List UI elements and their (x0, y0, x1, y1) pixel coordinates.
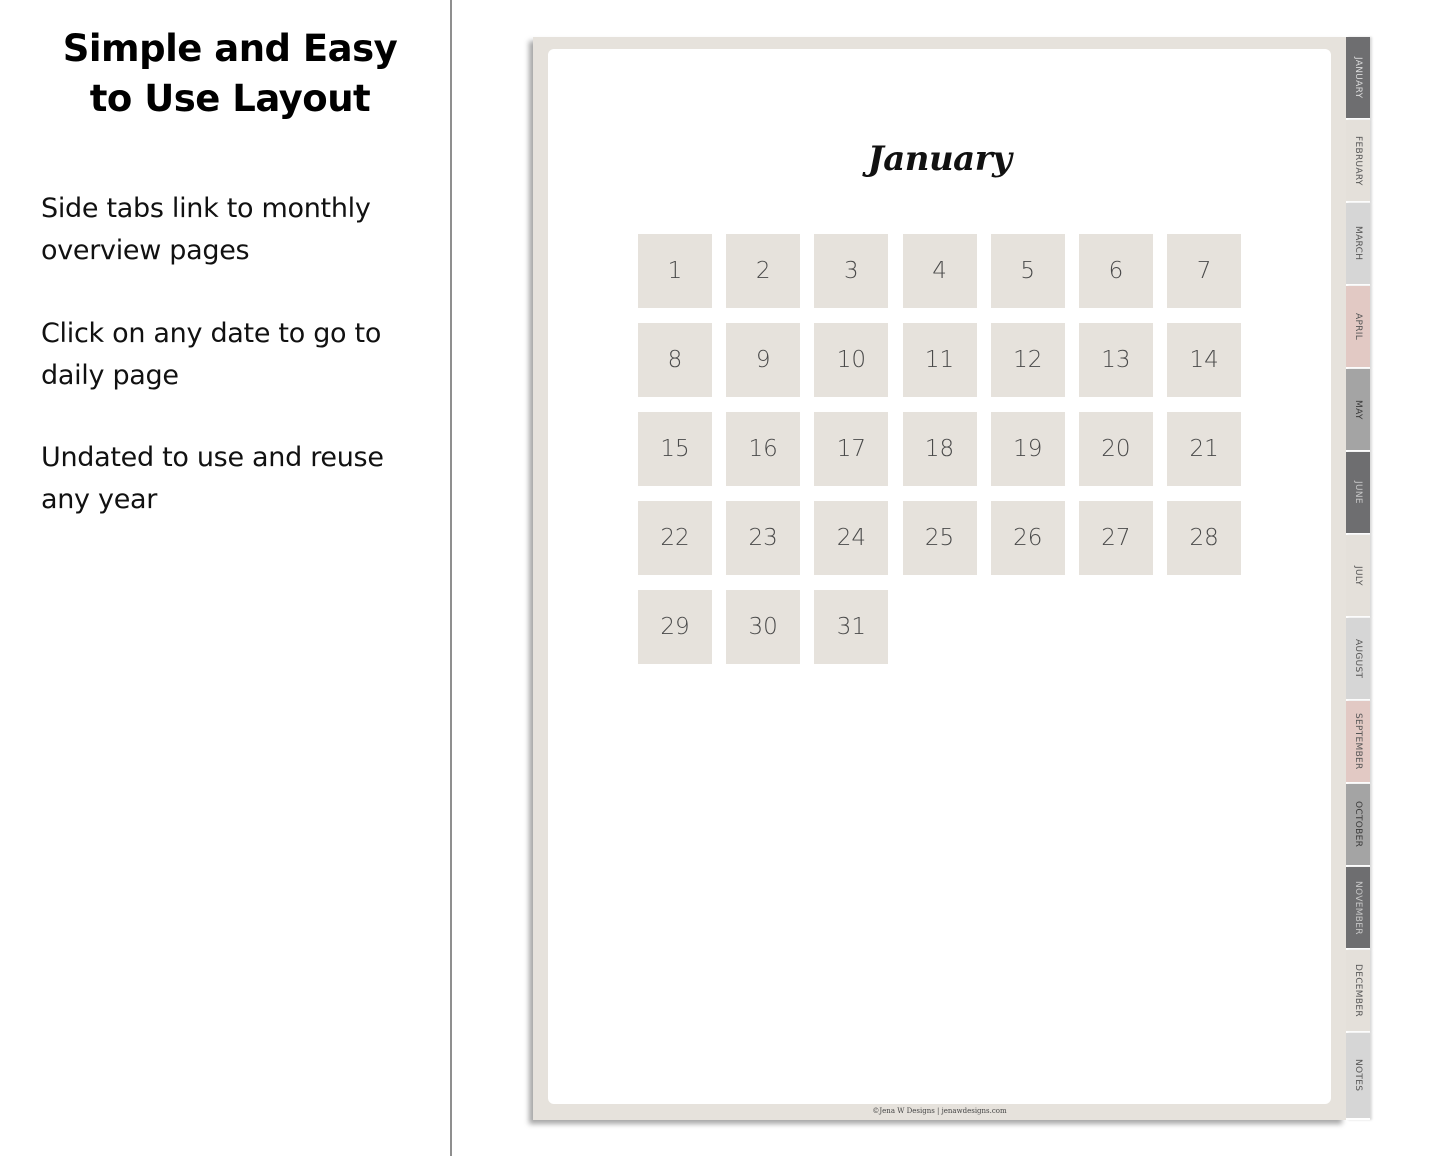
feature-text-click-date: Click on any date to go to daily page (41, 318, 382, 391)
footer-credit: ©Jena W Designs | jenawdesigns.com (872, 1107, 1007, 1115)
day-cell-28[interactable]: 28 (1167, 501, 1241, 575)
tab-december[interactable] (1346, 950, 1370, 1033)
tab-label: NOVEMBER (1353, 880, 1363, 935)
tab-label: APRIL (1353, 312, 1363, 340)
day-cell-27[interactable]: 27 (1079, 501, 1153, 575)
tab-label: JANUARY (1353, 56, 1363, 99)
panel-title-line-1: Simple and Easy (62, 27, 398, 70)
tab-label: JUNE (1353, 481, 1363, 504)
panel-divider (450, 0, 452, 1156)
day-cell-3[interactable]: 3 (814, 234, 888, 308)
planner-sheet (548, 49, 1331, 1104)
month-tabs (1346, 37, 1370, 1120)
day-cell-29[interactable]: 29 (638, 590, 712, 664)
day-cell-6[interactable]: 6 (1079, 234, 1153, 308)
day-cell-18[interactable]: 18 (903, 412, 977, 486)
day-cell-20[interactable]: 20 (1079, 412, 1153, 486)
tab-february[interactable] (1346, 120, 1370, 203)
tab-july[interactable] (1346, 535, 1370, 618)
tab-label: AUGUST (1353, 638, 1363, 679)
day-cell-19[interactable]: 19 (991, 412, 1065, 486)
tab-april[interactable] (1346, 286, 1370, 369)
tab-october[interactable] (1346, 784, 1370, 867)
day-cell-15[interactable]: 15 (638, 412, 712, 486)
tab-label: MAY (1353, 399, 1363, 420)
day-cell-5[interactable]: 5 (991, 234, 1065, 308)
tab-may[interactable] (1346, 369, 1370, 452)
tab-label: NOTES (1353, 1059, 1363, 1092)
month-days-grid (638, 234, 1258, 664)
month-title: January (867, 139, 1012, 179)
day-cell-21[interactable]: 21 (1167, 412, 1241, 486)
day-cell-25[interactable]: 25 (903, 501, 977, 575)
tab-august[interactable] (1346, 618, 1370, 701)
day-cell-10[interactable]: 10 (814, 323, 888, 397)
planner-page (533, 37, 1346, 1120)
day-cell-12[interactable]: 12 (991, 323, 1065, 397)
day-cell-2[interactable]: 2 (726, 234, 800, 308)
day-cell-4[interactable]: 4 (903, 234, 977, 308)
day-cell-31[interactable]: 31 (814, 590, 888, 664)
tab-label: DECEMBER (1353, 964, 1363, 1017)
day-cell-30[interactable]: 30 (726, 590, 800, 664)
tab-label: FEBRUARY (1353, 135, 1363, 186)
day-cell-9[interactable]: 9 (726, 323, 800, 397)
panel-title-line-2: to Use Layout (89, 77, 371, 120)
tab-label: SEPTEMBER (1353, 713, 1363, 770)
day-cell-11[interactable]: 11 (903, 323, 977, 397)
day-cell-24[interactable]: 24 (814, 501, 888, 575)
day-cell-22[interactable]: 22 (638, 501, 712, 575)
tab-november[interactable] (1346, 867, 1370, 950)
day-cell-1[interactable]: 1 (638, 234, 712, 308)
tab-june[interactable] (1346, 452, 1370, 535)
day-cell-26[interactable]: 26 (991, 501, 1065, 575)
tab-notes[interactable] (1346, 1033, 1370, 1120)
day-cell-7[interactable]: 7 (1167, 234, 1241, 308)
tab-january[interactable] (1346, 37, 1370, 120)
tab-label: MARCH (1353, 226, 1363, 261)
description-panel (0, 0, 450, 1156)
feature-text-side-tabs: Side tabs link to monthly overview pages (41, 193, 371, 266)
day-cell-17[interactable]: 17 (814, 412, 888, 486)
panel-title (10, 24, 450, 124)
day-cell-13[interactable]: 13 (1079, 323, 1153, 397)
day-cell-23[interactable]: 23 (726, 501, 800, 575)
day-cell-16[interactable]: 16 (726, 412, 800, 486)
day-cell-8[interactable]: 8 (638, 323, 712, 397)
tab-september[interactable] (1346, 701, 1370, 784)
tab-label: JULY (1353, 565, 1363, 586)
feature-text-undated: Undated to use and reuse any year (41, 442, 384, 515)
day-cell-14[interactable]: 14 (1167, 323, 1241, 397)
tab-march[interactable] (1346, 203, 1370, 286)
tab-label: OCTOBER (1353, 801, 1363, 848)
